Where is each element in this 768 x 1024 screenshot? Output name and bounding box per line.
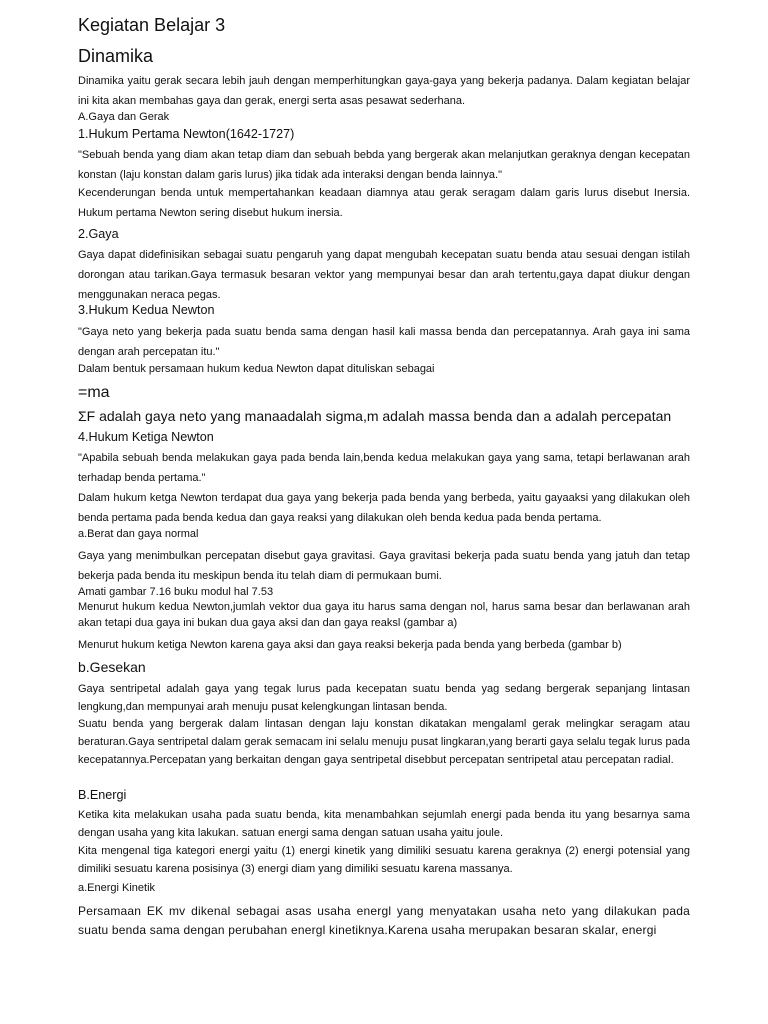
formula: =ma (78, 384, 110, 401)
heading-berat: a.Berat dan gaya normal (78, 528, 199, 540)
sentripetal-paragraph-2: Suatu benda yang bergerak dalam lintasan dengan laju konstan dikatakan mengalaml gerak melingkar seragam atau beraturan.Gaya sentripetal dalam gerak semacam ini selalu menuju pusat lingkaran,yang berarti gaya selalu tegak lurus pada kecepatannya.Percepatan yang berkaitan dengan gaya sentripetal disebbut percepatan sentripetal atau percepatan radial. (78, 718, 690, 766)
energi-paragraph-1: Ketika kita melakukan usaha pada suatu benda, kita menambahkan sejumlah energi pada benda itu yang besarnya sama dengan usaha yang kita lakukan. satuan energi sama dengan satuan usaha yaitu joule. (78, 809, 690, 839)
energi-kinetik-paragraph: Persamaan EK mv dikenal sebagai asas usaha energl yang menyatakan usaha neto yang dilakukan pada suatu benda sama dengan perubahan energl kinetiknya.Karena usaha merupakan besaran skalar, energi (78, 904, 690, 937)
heading-energi-kinetik: a.Energi Kinetik (78, 882, 156, 894)
gaya-paragraph: Gaya dapat didefinisikan sebagai suatu pengaruh yang dapat mengubah kecepatan suatu benda atau sesuai dengan istilah dorongan atau tarikan.Gaya termasuk besaran vektor yang mempunyai besar dan arah tertentu,gaya dapat diukur dengan menggunakan neraca pegas. (78, 249, 690, 301)
heading-energi: B.Energi (78, 788, 127, 802)
heading-newton1: 1.Hukum Pertama Newton(1642-1727) (78, 127, 295, 141)
menurut-newton3: Menurut hukum ketiga Newton karena gaya aksi dan gaya reaksi bekerja pada benda yang berbeda (gambar b) (78, 639, 622, 651)
newton3-description: Dalam hukum ketga Newton terdapat dua gaya yang bekerja pada benda yang berbeda, yaitu gayaaksi yang dilakukan oleh benda pertama pada benda kedua dan gaya reaksi yang dilakukan oleh benda kedua pada benda pertama. (78, 492, 690, 524)
sentripetal-paragraph-1: Gaya sentripetal adalah gaya yang tegak lurus pada kecepatan suatu benda yag sedang bergerak sepanjang lintasan lengkung,dan mempunyai arah menuju pusat kelengkungan lintasan benda. (78, 683, 690, 713)
chapter-title: Dinamika (78, 46, 154, 66)
heading-gaya: 2.Gaya (78, 227, 119, 241)
newton2-form: Dalam bentuk persamaan hukum kedua Newton dapat dituliskan sebagai (78, 363, 435, 375)
section-heading-gaya-gerak: A.Gaya dan Gerak (78, 111, 170, 123)
newton1-quote: "Sebuah benda yang diam akan tetap diam dan sebuah bebda yang bergerak akan melanjutkan geraknya dengan kecepatan konstan (laju konstan dalam garis lurus) jika tidak ada interaksi dengan benda lainnya." (78, 149, 690, 181)
formula-description: ΣF adalah gaya neto yang manaadalah sigma,m adalah massa benda dan a adalah percepatan (78, 408, 672, 424)
newton1-inersia: Kecenderungan benda untuk mempertahankan keadaan diamnya atau gerak seragam dalam garis lurus disebut Inersia. Hukum pertama Newton sering disebut hukum inersia. (78, 187, 690, 219)
newton2-quote: "Gaya neto yang bekerja pada suatu benda sama dengan hasil kali massa benda dan percepatannya. Arah gaya ini sama dengan arah percepatan itu." (78, 326, 690, 358)
heading-newton3: 4.Hukum Ketiga Newton (78, 430, 214, 444)
newton3-quote: "Apabila sebuah benda melakukan gaya pada benda lain,benda kedua melakukan gaya yang sama, tetapi berlawanan arah terhadap benda pertama." (78, 452, 690, 484)
menurut-newton2: Menurut hukum kedua Newton,jumlah vektor dua gaya itu harus sama dengan nol, harus sama besar dan berlawanan arah akan tetapi dua gaya ini bukan dua gaya aksi dan dan gaya reaksl (gambar a) (78, 601, 690, 629)
amati-line: Amati gambar 7.16 buku modul hal 7.53 (78, 586, 274, 598)
berat-paragraph: Gaya yang menimbulkan percepatan disebut gaya gravitasi. Gaya gravitasi bekerja pada suatu benda yang jatuh dan tetap bekerja pada benda itu meskipun benda itu telah diam di permukaan bumi. (78, 550, 690, 582)
intro-paragraph: Dinamika yaitu gerak secara lebih jauh dengan memperhitungkan gaya-gaya yang bekerja padanya. Dalam kegiatan belajar ini kita akan membahas gaya dan gerak, energi serta asas pesawat sederhana. (78, 75, 690, 107)
heading-gesekan: b.Gesekan (78, 659, 146, 675)
energi-paragraph-2: Kita mengenal tiga kategori energi yaitu (1) energi kinetik yang dimiliki sesuatu karena geraknya (2) energi potensial yang dimiliki sesuatu karena posisinya (3) energi diam yang dimiliki sesuatu karena massanya. (78, 845, 690, 875)
document-title: Kegiatan Belajar 3 (78, 15, 226, 35)
heading-newton2: 3.Hukum Kedua Newton (78, 303, 215, 317)
